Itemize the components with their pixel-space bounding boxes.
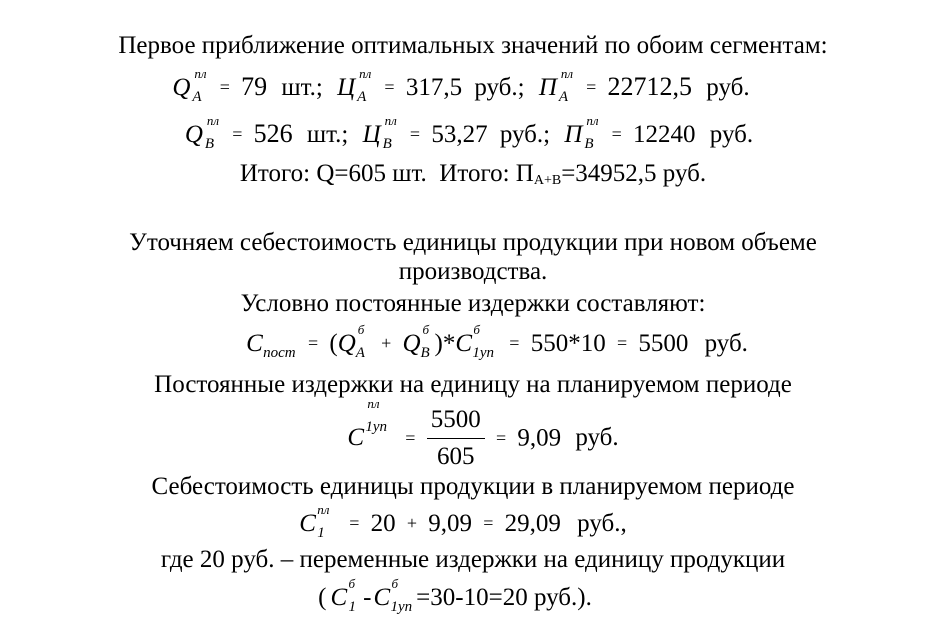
value-q-a: 79 bbox=[241, 72, 268, 101]
symbol-base: Q bbox=[172, 74, 191, 101]
fraction-bar bbox=[427, 438, 485, 440]
unit-text: руб. bbox=[709, 121, 754, 148]
symbol-base: Ц bbox=[337, 74, 356, 101]
value-fixed-costs: 5500 bbox=[638, 330, 689, 357]
symbol-sub: A bbox=[355, 345, 365, 361]
value-variable: 20 bbox=[370, 510, 396, 537]
symbol-sub: 1 bbox=[348, 599, 356, 615]
value-p-a: 22712,5 bbox=[607, 72, 693, 101]
symbol-q-a-base bbox=[337, 322, 370, 361]
symbol-base: C bbox=[373, 584, 391, 611]
equals-sign: = bbox=[219, 77, 230, 97]
formula-segment-a bbox=[0, 66, 934, 105]
symbol-base: C bbox=[347, 424, 365, 452]
symbol-c1-pl bbox=[299, 502, 338, 541]
symbol-base: Ц bbox=[362, 121, 381, 148]
symbol-sub: A bbox=[558, 89, 568, 105]
equals-sign: = bbox=[586, 77, 597, 97]
equals-sign: = bbox=[483, 513, 494, 533]
unit-text: руб. bbox=[706, 74, 750, 101]
formula-variable-costs bbox=[0, 576, 928, 615]
paren-open: ( bbox=[329, 330, 338, 357]
paragraph-refine-cost bbox=[0, 228, 946, 258]
symbol-sub: B bbox=[204, 136, 215, 152]
equals-sign: = bbox=[409, 124, 421, 144]
symbol-sup: пл bbox=[206, 113, 220, 128]
value-c-a: 317,5 bbox=[405, 74, 463, 101]
fraction-denominator: 605 bbox=[436, 443, 475, 471]
symbol-c-post bbox=[246, 329, 297, 359]
symbol-base: П bbox=[538, 74, 557, 101]
symbol-sub: 1уп bbox=[472, 345, 495, 361]
symbol-p-b bbox=[564, 113, 600, 152]
symbol-sub: пост bbox=[263, 345, 296, 361]
symbol-c-a bbox=[337, 66, 373, 105]
value-c-b: 53,27 bbox=[431, 121, 488, 148]
symbol-sub: B bbox=[584, 136, 594, 152]
value-p-b: 12240 bbox=[633, 121, 696, 148]
symbol-c1-base bbox=[455, 322, 498, 361]
text-line: Постоянные издержки на единицу на планируемом периоде bbox=[154, 371, 792, 398]
equals-sign: = bbox=[495, 428, 507, 449]
multiply-sign: * bbox=[442, 330, 456, 357]
equals-sign: = bbox=[611, 124, 622, 144]
symbol-sup: б bbox=[391, 576, 399, 591]
text-line: Первое приближение оптимальных значений по обоим сегментам: bbox=[118, 32, 828, 59]
paragraph-refine-cost-cont bbox=[0, 257, 946, 287]
symbol-sub: 1уп bbox=[365, 419, 388, 436]
paragraph-fixed-costs bbox=[0, 289, 946, 319]
formula-fixed-per-unit bbox=[10, 396, 946, 472]
unit-text: руб.; bbox=[499, 121, 551, 148]
symbol-sub: A bbox=[357, 89, 367, 105]
symbol-base: П bbox=[564, 121, 583, 148]
value-unit-cost: 29,09 bbox=[504, 510, 561, 537]
text-line: производства. bbox=[398, 258, 548, 285]
unit-text: шт.; bbox=[281, 74, 323, 101]
value-fixed: 9,09 bbox=[428, 510, 473, 537]
equals-sign: = bbox=[616, 333, 628, 353]
text-line: Условно постоянные издержки составляют: bbox=[240, 290, 706, 317]
formula-segment-b bbox=[0, 113, 942, 152]
symbol-q-b bbox=[184, 113, 221, 152]
symbol-sup: б bbox=[473, 322, 480, 337]
symbol-sub: B bbox=[420, 345, 430, 361]
symbol-sup: пл bbox=[367, 396, 380, 412]
value-product: 550*10 bbox=[530, 330, 606, 357]
minus-sign: - bbox=[363, 584, 372, 611]
symbol-sup: пл bbox=[359, 66, 372, 81]
symbol-sub: B bbox=[382, 136, 392, 152]
value-q-b: 526 bbox=[253, 119, 293, 148]
symbol-base: Q bbox=[402, 330, 421, 357]
symbol-sup: б bbox=[348, 576, 356, 591]
symbol-base: Q bbox=[184, 121, 203, 148]
unit-text: руб. bbox=[704, 330, 748, 357]
equals-sign: = bbox=[509, 333, 520, 353]
formula-unit-cost bbox=[0, 502, 936, 541]
equals-sign: = bbox=[232, 124, 243, 144]
equals-sign: = bbox=[384, 77, 395, 97]
symbol-sup: пл bbox=[317, 502, 330, 517]
symbol-sub: 1уп bbox=[390, 599, 413, 615]
symbol-sub: 1 bbox=[317, 525, 325, 541]
symbol-c1-pl bbox=[347, 396, 394, 473]
totals-subscript: А+В bbox=[533, 173, 562, 188]
symbol-p-a bbox=[538, 66, 575, 105]
unit-text: руб., bbox=[577, 510, 627, 537]
symbol-sup: пл bbox=[194, 66, 207, 81]
symbol-base: C bbox=[330, 584, 348, 611]
totals-text: Итого: Q=605 шт. Итого: П bbox=[239, 160, 534, 187]
variable-costs-result: =30-10=20 руб.). bbox=[416, 584, 592, 611]
equals-sign: = bbox=[308, 333, 319, 353]
paragraph-unit-cost bbox=[0, 472, 946, 502]
formula-fixed-costs bbox=[24, 322, 946, 361]
symbol-sub: A bbox=[192, 89, 202, 105]
symbol-q-a bbox=[172, 66, 208, 105]
paragraph-variable-costs bbox=[0, 545, 946, 575]
text-line: Себестоимость единицы продукции в планируемом периоде bbox=[151, 473, 795, 500]
symbol-c1-b bbox=[330, 576, 361, 615]
equals-sign: = bbox=[405, 428, 416, 449]
fraction-numerator: 5500 bbox=[430, 405, 481, 433]
value-fixed-per-unit: 9,09 bbox=[517, 424, 562, 452]
symbol-sup: пл bbox=[560, 66, 573, 81]
unit-text: руб. bbox=[575, 424, 619, 452]
paragraph-fixed-per-unit bbox=[0, 370, 946, 400]
symbol-sup: б bbox=[422, 322, 430, 337]
symbol-sup: пл bbox=[384, 113, 397, 128]
symbol-base: C bbox=[246, 330, 263, 357]
text-line: где 20 руб. – переменные издержки на единицу продукции bbox=[160, 546, 786, 573]
paren-close: ) bbox=[434, 330, 443, 357]
text-line: Уточняем себестоимость единицы продукции при новом объеме bbox=[129, 229, 817, 256]
paren-open: ( bbox=[318, 584, 327, 611]
symbol-base: Q bbox=[337, 330, 356, 357]
plus-sign: + bbox=[406, 513, 418, 533]
equals-sign: = bbox=[349, 513, 360, 533]
totals-line bbox=[0, 159, 946, 196]
symbol-base: C bbox=[299, 510, 316, 537]
fraction bbox=[427, 403, 485, 475]
symbol-c-b bbox=[362, 113, 399, 152]
symbol-base: C bbox=[455, 330, 473, 357]
symbol-c1up-b bbox=[373, 576, 416, 615]
symbol-sup: пл bbox=[586, 113, 599, 128]
symbol-q-b-base bbox=[402, 322, 434, 361]
symbol-sup: б bbox=[357, 322, 365, 337]
heading-first-approximation bbox=[0, 31, 946, 61]
unit-text: шт.; bbox=[306, 121, 349, 148]
unit-text: руб.; bbox=[474, 74, 525, 101]
totals-end: =34952,5 руб. bbox=[561, 160, 707, 187]
plus-sign: + bbox=[381, 333, 392, 353]
